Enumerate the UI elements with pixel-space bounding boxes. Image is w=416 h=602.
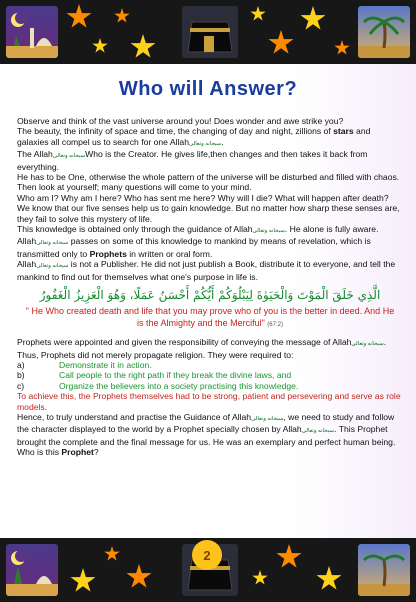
palm-tree-illustration <box>358 6 410 58</box>
page-title: Who will Answer? <box>118 78 298 100</box>
paragraph: The Allahسبحانه وتعالىWho is the Creator. He gives life,then changes and then takes it back from everything. <box>17 149 368 172</box>
star-icon <box>334 40 350 56</box>
page-number-badge: 2 <box>192 540 222 570</box>
quran-verse-arabic: الَّذِي خَلَقَ الْمَوْتَ وَالْحَيَوٰةَ لِيَبْلُوَكُمْ أَيُّكُمْ أَحْسَنُ عَمَلًا، وَهُوَ الْعَزِيزُ الْغَفُورُ <box>39 288 381 303</box>
paragraph: Allahسبحانه وتعالى is not a Publisher. He did not just publish a Book, distribute it to everyone, and tell the mankind to find out for themselves what one's purpose in life is. <box>17 259 396 282</box>
paragraph: Prophets were appointed and given the responsibility of conveying the message of Allahسبحانه وتعالى. <box>17 337 387 348</box>
star-icon <box>316 566 342 592</box>
mosque-moon-illustration <box>6 544 58 596</box>
paragraph: The beauty, the infinity of space and time, the changing of day and night, zillions of stars and galaxies all compel us to search for one Allahسبحانه وتعالى. <box>17 126 371 147</box>
paragraph: Observe and think of the vast universe around you! Does wonder and awe strike you? <box>17 116 344 126</box>
star-icon <box>104 546 120 562</box>
paragraph: Allahسبحانه وتعالى passes on some of this knowledge to mankind by means of revelation, which is transmitted only to Prophets in written or oral form. <box>17 236 371 259</box>
star-icon <box>92 38 108 54</box>
star-icon <box>114 8 130 24</box>
duties-list <box>17 360 403 391</box>
page-content <box>0 64 416 538</box>
star-icon <box>70 568 96 594</box>
star-icon <box>126 564 152 590</box>
paragraph: Who am I? Why am I here? Who has sent me here? Why will I die? What will happen after death? <box>17 192 389 203</box>
kaaba-illustration <box>182 6 238 58</box>
list-item: c) Organize the believers into a society practising this knowledge. <box>17 380 299 391</box>
paragraph: Then look at yourself; many questions will come to your mind. <box>17 182 252 193</box>
paragraph: We know that our five senses help us to gain knowledge. But no matter how sharp these senses are, they fail to solve this mystery of life. <box>17 203 400 224</box>
star-icon <box>252 570 268 586</box>
paragraph: This knowledge is obtained only through the guidance of Allahسبحانه وتعالى. He alone is fully aware. <box>17 224 379 235</box>
palm-tree-illustration <box>358 544 410 596</box>
mosque-moon-illustration <box>6 6 58 58</box>
verse-reference: (67:2) <box>267 321 283 328</box>
body-text <box>17 116 403 458</box>
star-icon <box>66 4 92 30</box>
list-item: b) Call people to the right path if they break the divine laws, and <box>17 370 292 381</box>
paragraph: Thus, Prophets did not merely propagate religion. They were required to: <box>17 349 294 360</box>
star-icon <box>276 544 302 570</box>
star-icon <box>300 6 326 32</box>
paragraph: Hence, to truly understand and practise the Guidance of Allahسبحانه وتعالى, we need to study and follow the character displayed to the world by a Prophet specially chosen by Allahسبحانه وتعالى. This Prophet brought the complete and the final message for us. He was an exemplary and perfect human being. Who is this Prophet? <box>17 411 396 458</box>
star-icon <box>130 34 156 60</box>
top-decorative-border <box>0 0 416 64</box>
verse-translation: " He Who created death and life that you may prove who of you is the better in deed. And He is the Almighty and the Merciful" (67:2) <box>25 306 395 328</box>
star-icon <box>268 30 294 56</box>
star-icon <box>250 6 266 22</box>
paragraph: He has to be One, otherwise the whole pattern of the universe will be disturbed and filled with chaos. <box>17 172 400 183</box>
red-note: To achieve this, the Prophets themselves had to be strong, patient and persevering and serve as role models. <box>17 391 401 412</box>
list-item: a) Demonstrate it in action. <box>17 359 152 370</box>
